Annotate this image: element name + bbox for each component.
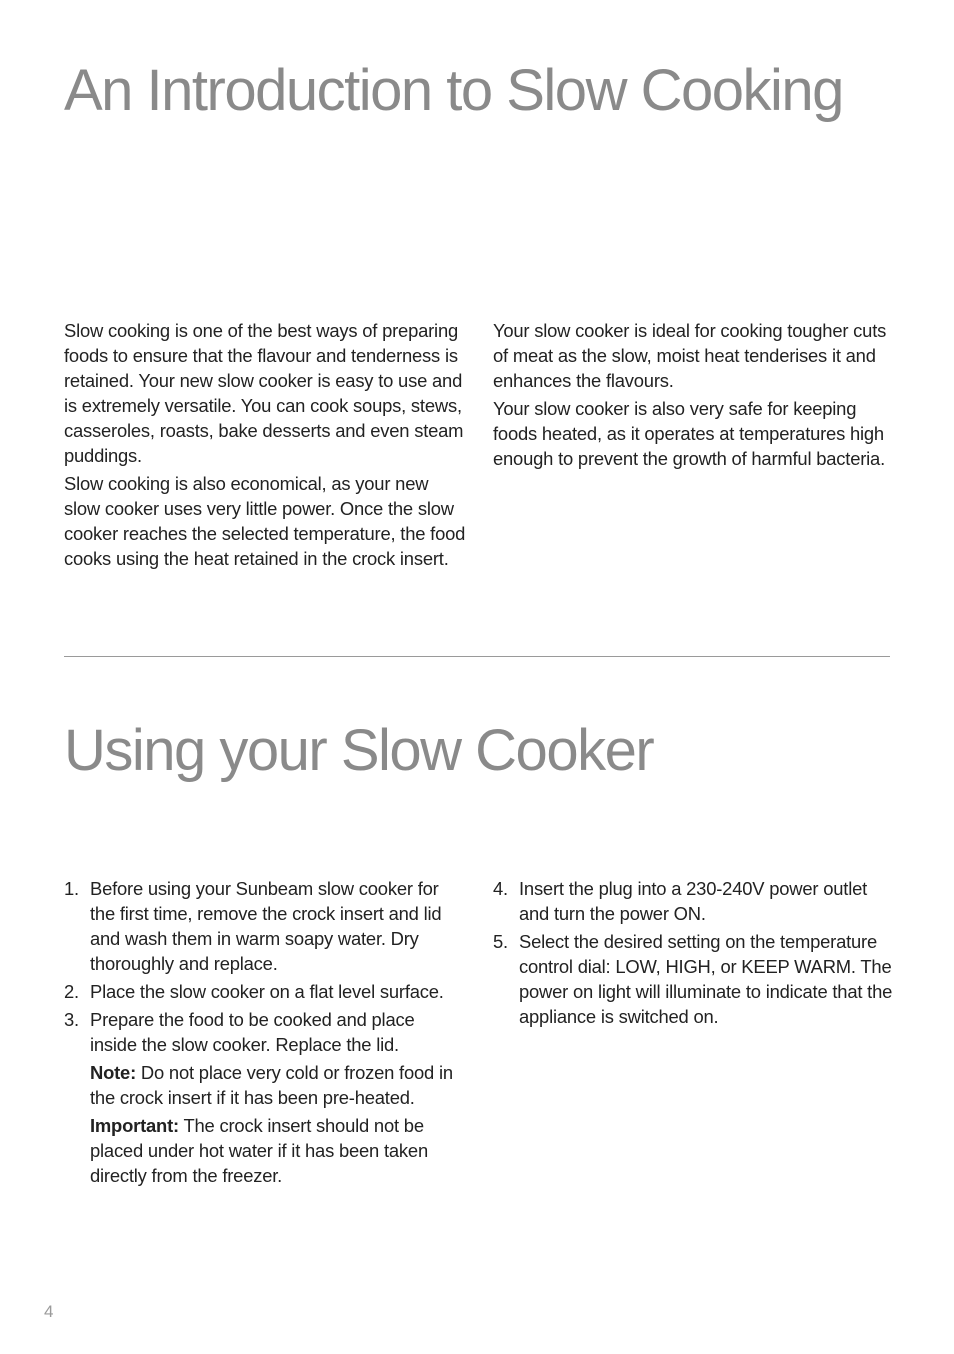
intro-paragraph: Slow cooking is one of the best ways of preparing foods to ensure that the flavour and tenderness is retained. Your new slow cooker is easy to use and is extremely versatile. You can cook soups, stews, casseroles, roasts, bake desserts and even steam puddings. bbox=[64, 320, 464, 466]
step-text: Prepare the food to be cooked and place inside the slow cooker. Replace the lid. bbox=[90, 1009, 415, 1055]
step-text: Insert the plug into a 230-240V power outlet and turn the power ON. bbox=[519, 878, 868, 924]
step-text: Before using your Sunbeam slow cooker for the first time, remove the crock insert and lid and wash them in warm soapy water. Dry thoroughly and replace. bbox=[90, 878, 442, 974]
steps-list bbox=[64, 876, 464, 1188]
important-label: Important: bbox=[90, 1115, 179, 1136]
intro-paragraph: Your slow cooker is ideal for cooking tougher cuts of meat as the slow, moist heat tenderises it and enhances the flavours. bbox=[493, 320, 887, 391]
note-text: Do not place very cold or frozen food in the crock insert if it has been pre-heated. bbox=[90, 1062, 453, 1108]
steps-list bbox=[493, 876, 895, 1029]
steps-left-column bbox=[64, 876, 464, 1191]
step-note bbox=[90, 1060, 464, 1110]
intro-right-column bbox=[493, 318, 895, 474]
note-label: Note: bbox=[90, 1062, 136, 1083]
steps-right-column bbox=[493, 876, 895, 1032]
step-number: 5. bbox=[493, 931, 508, 952]
important-text: The crock insert should not be placed under hot water if it has been taken directly from the freezer. bbox=[90, 1115, 428, 1186]
intro-left-column bbox=[64, 318, 466, 574]
step-number: 4. bbox=[493, 878, 508, 899]
step-number: 2. bbox=[64, 981, 79, 1002]
using-title: Using your Slow Cooker bbox=[64, 718, 654, 783]
intro-paragraph: Slow cooking is also economical, as your new slow cooker uses very little power. Once the slow cooker reaches the selected temperature, the food cooks using the heat retained in the crock insert. bbox=[64, 473, 466, 569]
step-text: Place the slow cooker on a flat level surface. bbox=[90, 981, 444, 1002]
page-number: 4 bbox=[44, 1302, 54, 1321]
step-number: 1. bbox=[64, 878, 79, 899]
intro-paragraph: Your slow cooker is also very safe for keeping foods heated, as it operates at temperatures high enough to prevent the growth of harmful bacteria. bbox=[493, 398, 885, 469]
step-number: 3. bbox=[64, 1009, 79, 1030]
step-text: Select the desired setting on the temperature control dial: LOW, HIGH, or KEEP WARM. The power on light will illuminate to indicate that the appliance is switched on. bbox=[519, 931, 893, 1027]
step-item-2 bbox=[64, 979, 464, 1004]
step-item-3 bbox=[64, 1007, 464, 1188]
step-important bbox=[90, 1113, 464, 1188]
step-item-4 bbox=[493, 876, 895, 926]
step-item-1 bbox=[64, 876, 464, 976]
step-item-5 bbox=[493, 929, 895, 1029]
intro-title: An Introduction to Slow Cooking bbox=[64, 58, 843, 123]
section-divider bbox=[64, 656, 890, 657]
